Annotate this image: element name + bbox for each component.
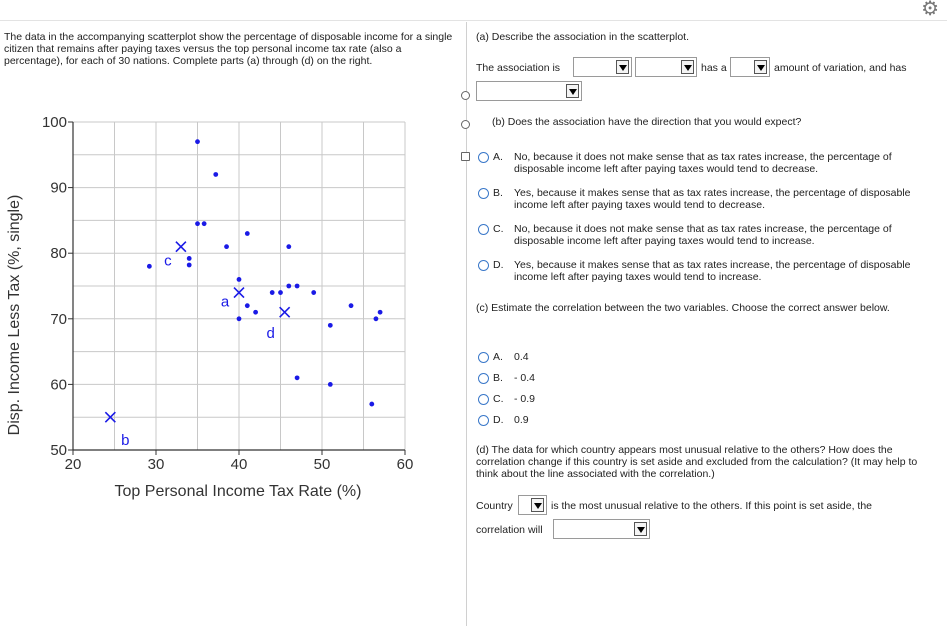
data-point	[237, 316, 242, 321]
part_b-option-text[interactable]: No, because it does not make sense that as tax rates increase, the percentage of disposable income left after paying taxes would tend to increase.	[514, 223, 892, 247]
data-point	[374, 316, 379, 321]
part_b-option-1-radio[interactable]	[478, 188, 489, 199]
x-tick-label: 60	[396, 456, 414, 473]
part_b-option-2-radio[interactable]	[478, 224, 489, 235]
part_c-option-2-radio[interactable]	[478, 394, 489, 405]
variation-amount-dropdown[interactable]	[730, 57, 770, 77]
part_b-option-letter: D.	[493, 259, 504, 271]
panel-divider	[466, 22, 467, 626]
gear-icon[interactable]: ⚙	[921, 0, 939, 20]
chevron-down-icon	[634, 522, 647, 536]
data-point	[369, 402, 374, 407]
data-point	[328, 382, 333, 387]
part_b-option-3-radio[interactable]	[478, 260, 489, 271]
data-point	[295, 375, 300, 380]
data-point	[195, 139, 200, 144]
x-tick-label: 30	[147, 456, 165, 473]
data-point	[328, 323, 333, 328]
data-point	[245, 231, 250, 236]
y-tick-label: 60	[50, 376, 67, 394]
y-tick-label: 80	[50, 245, 67, 263]
y-tick-label: 90	[50, 179, 67, 197]
top-toolbar	[0, 0, 947, 21]
part_b-option-letter: A.	[493, 151, 503, 163]
part_b-option-letter: B.	[493, 187, 503, 199]
data-point	[224, 244, 229, 249]
data-point	[311, 290, 316, 295]
y-tick-label: 70	[50, 310, 67, 328]
part_c-option-text[interactable]: 0.4	[514, 351, 529, 363]
part_c-option-3-radio[interactable]	[478, 415, 489, 426]
unusual-text: is the most unusual relative to the others. If this point is set aside, the	[551, 500, 873, 512]
part_c-option-text[interactable]: 0.9	[514, 414, 529, 426]
info-icon[interactable]	[461, 152, 470, 161]
country-label: Country	[476, 500, 513, 512]
chevron-down-icon	[754, 60, 767, 74]
part_c-option-letter: B.	[493, 372, 503, 384]
part_c-option-text[interactable]: - 0.9	[514, 393, 536, 405]
data-point	[147, 264, 152, 269]
data-point	[295, 284, 300, 289]
data-point	[278, 290, 283, 295]
association-direction-dropdown[interactable]	[635, 57, 697, 77]
correlation-change-dropdown[interactable]	[553, 519, 650, 539]
part_b-option-letter: C.	[493, 223, 504, 235]
marked-point-label: d	[266, 325, 275, 343]
data-point	[187, 256, 192, 261]
amount-variation-label: amount of variation, and has	[774, 62, 907, 74]
y-tick-label: 100	[41, 114, 67, 131]
marked-point-label: a	[220, 293, 230, 311]
data-point	[286, 244, 291, 249]
part_b-option-0-radio[interactable]	[478, 152, 489, 163]
data-point	[253, 310, 258, 315]
part-d-heading: (d) The data for which country appears most unusual relative to the others? How does the correlation change if this country is set aside and excluded from the calculation? (It may help to think about the line associated with the correlation.)	[476, 444, 918, 480]
correlation-will-label: correlation will	[476, 524, 543, 536]
part_c-option-0-radio[interactable]	[478, 352, 489, 363]
x-tick-label: 50	[313, 456, 331, 473]
help-icon[interactable]	[461, 91, 470, 100]
part_c-option-letter: A.	[493, 351, 503, 363]
part_b-option-text[interactable]: Yes, because it makes sense that as tax rates increase, the percentage of disposable income left after paying taxes would tend to increase.	[514, 259, 911, 283]
data-point	[270, 290, 275, 295]
data-point	[202, 221, 207, 226]
part_c-option-1-radio[interactable]	[478, 373, 489, 384]
y-tick-label: 50	[50, 442, 67, 459]
x-tick-label: 40	[230, 456, 248, 473]
scatterplot	[0, 105, 420, 505]
data-point	[187, 263, 192, 268]
y-axis-label: Disp. Income Less Tax (%, single)	[6, 194, 23, 436]
part-b-heading: (b) Does the association have the direction that you would expect?	[492, 116, 802, 128]
data-point	[286, 284, 291, 289]
chevron-down-icon	[566, 84, 579, 98]
plot-points	[105, 139, 382, 449]
country-dropdown[interactable]	[518, 495, 547, 515]
marked-point-label: b	[121, 432, 130, 450]
data-point	[378, 310, 383, 315]
data-point	[245, 303, 250, 308]
marked-point-label: c	[164, 252, 172, 270]
part-c-heading: (c) Estimate the correlation between the two variables. Choose the correct answer below.	[476, 302, 890, 314]
data-point	[213, 172, 218, 177]
data-point	[349, 303, 354, 308]
part_b-option-text[interactable]: No, because it does not make sense that as tax rates increase, the percentage of disposable income left after paying taxes would tend to decrease.	[514, 151, 892, 175]
association-label: The association is	[476, 62, 561, 74]
chevron-down-icon	[531, 498, 544, 512]
data-point	[237, 277, 242, 282]
association-strength-dropdown[interactable]	[573, 57, 632, 77]
part-a-heading: (a) Describe the association in the scatterplot.	[476, 31, 690, 43]
plot-grid	[73, 122, 405, 450]
part_c-option-letter: D.	[493, 414, 504, 426]
chevron-down-icon	[681, 60, 694, 74]
part_b-option-text[interactable]: Yes, because it makes sense that as tax rates increase, the percentage of disposable income left after paying taxes would tend to decrease.	[514, 187, 911, 211]
data-point	[195, 221, 200, 226]
x-tick-label: 20	[64, 456, 82, 473]
question-intro: The data in the accompanying scatterplot show the percentage of disposable income for a single citizen that remains after paying taxes versus the top personal income tax rate (also a percentage), for each of 30 nations. Complete parts (a) through (d) on the right.	[4, 31, 453, 67]
has-a-label: has a	[701, 62, 727, 74]
help-icon[interactable]	[461, 120, 470, 129]
part_c-option-text[interactable]: - 0.4	[514, 372, 536, 384]
x-axis-label: Top Personal Income Tax Rate (%)	[114, 483, 362, 500]
part_c-option-letter: C.	[493, 393, 504, 405]
form-dropdown[interactable]	[476, 81, 582, 101]
chevron-down-icon	[616, 60, 629, 74]
